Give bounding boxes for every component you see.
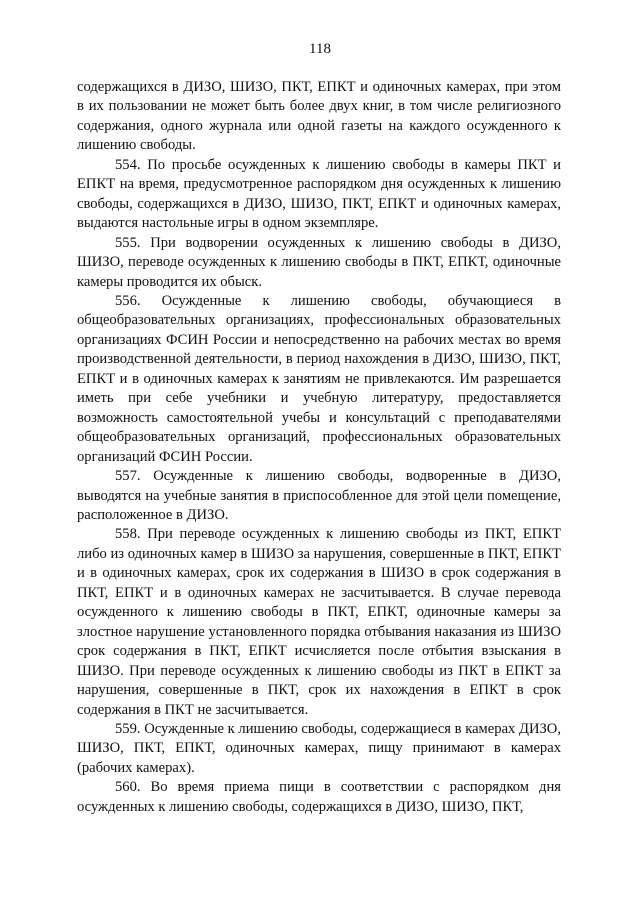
paragraph-559: 559. Осужденные к лишению свободы, содержащиеся в камерах ДИЗО, ШИЗО, ПКТ, ЕПКТ, одиночных камерах, пищу принимают в камерах (рабочих камерах). xyxy=(77,720,561,776)
paragraph-558: 558. При переводе осужденных к лишению свободы из ПКТ, ЕПКТ либо из одиночных камер в ШИЗО за нарушения, совершенные в ПКТ, ЕПКТ и в одиночных камерах, срок их содержания в ШИЗО в срок содержания в ПКТ, ЕПКТ и в одиночных камерах не засчитывается. В случае перевода осужденного к лишению свободы в ПКТ, ЕПКТ, одиночные камеры за злостное нарушение установленного порядка отбывания наказания из ШИЗО срок содержания в ПКТ, ЕПКТ исчисляется после отбытия взыскания в ШИЗО. При переводе осужденных к лишению свободы из ПКТ в ЕПКТ за нарушения, совершенные в ПКТ, срок их нахождения в ЕПКТ в срок содержания в ПКТ не засчитывается. xyxy=(77,526,561,718)
body-text xyxy=(77,78,561,817)
page-number: 118 xyxy=(309,41,331,57)
paragraph-560: 560. Во время приема пищи в соответствии с распорядком дня осужденных к лишению свободы, содержащихся в ДИЗО, ШИЗО, ПКТ, xyxy=(77,779,561,815)
paragraph-557: 557. Осужденные к лишению свободы, водворенные в ДИЗО, выводятся на учебные занятия в приспособленное для этой цели помещение, расположенное в ДИЗО. xyxy=(77,468,561,523)
paragraph-554: 554. По просьбе осужденных к лишению свободы в камеры ПКТ и ЕПКТ на время, предусмотренное распорядком дня осужденных к лишению свободы, содержащихся в ДИЗО, ШИЗО, ПКТ, ЕПКТ и одиночных камерах, выдаются настольные игры в одном экземпляре. xyxy=(77,156,561,232)
paragraph-556: 556. Осужденные к лишению свободы, обучающиеся в общеобразовательных организациях, профессиональных образовательных организациях ФСИН России и непосредственно на рабочих местах во время производственной деятельности, в период нахождения в ДИЗО, ШИЗО, ПКТ, ЕПКТ и в одиночных камерах к занятиям не привлекаются. Им разрешается иметь при себе учебники и учебную литературу, предоставляется возможность самостоятельной учебы и консультаций с преподавателями общеобразовательных организаций, профессиональных образовательных организаций ФСИН России. xyxy=(77,292,561,465)
paragraph-555: 555. При водворении осужденных к лишению свободы в ДИЗО, ШИЗО, переводе осужденных к лишению свободы в ПКТ, ЕПКТ, одиночные камеры проводится их обыск. xyxy=(77,234,561,290)
paragraph-continuation: содержащихся в ДИЗО, ШИЗО, ПКТ, ЕПКТ и одиночных камерах, при этом в их пользовании не может быть более двух книг, в том числе религиозного содержания, одного журнала или одной газеты на каждого осужденного к лишению свободы. xyxy=(77,79,561,154)
